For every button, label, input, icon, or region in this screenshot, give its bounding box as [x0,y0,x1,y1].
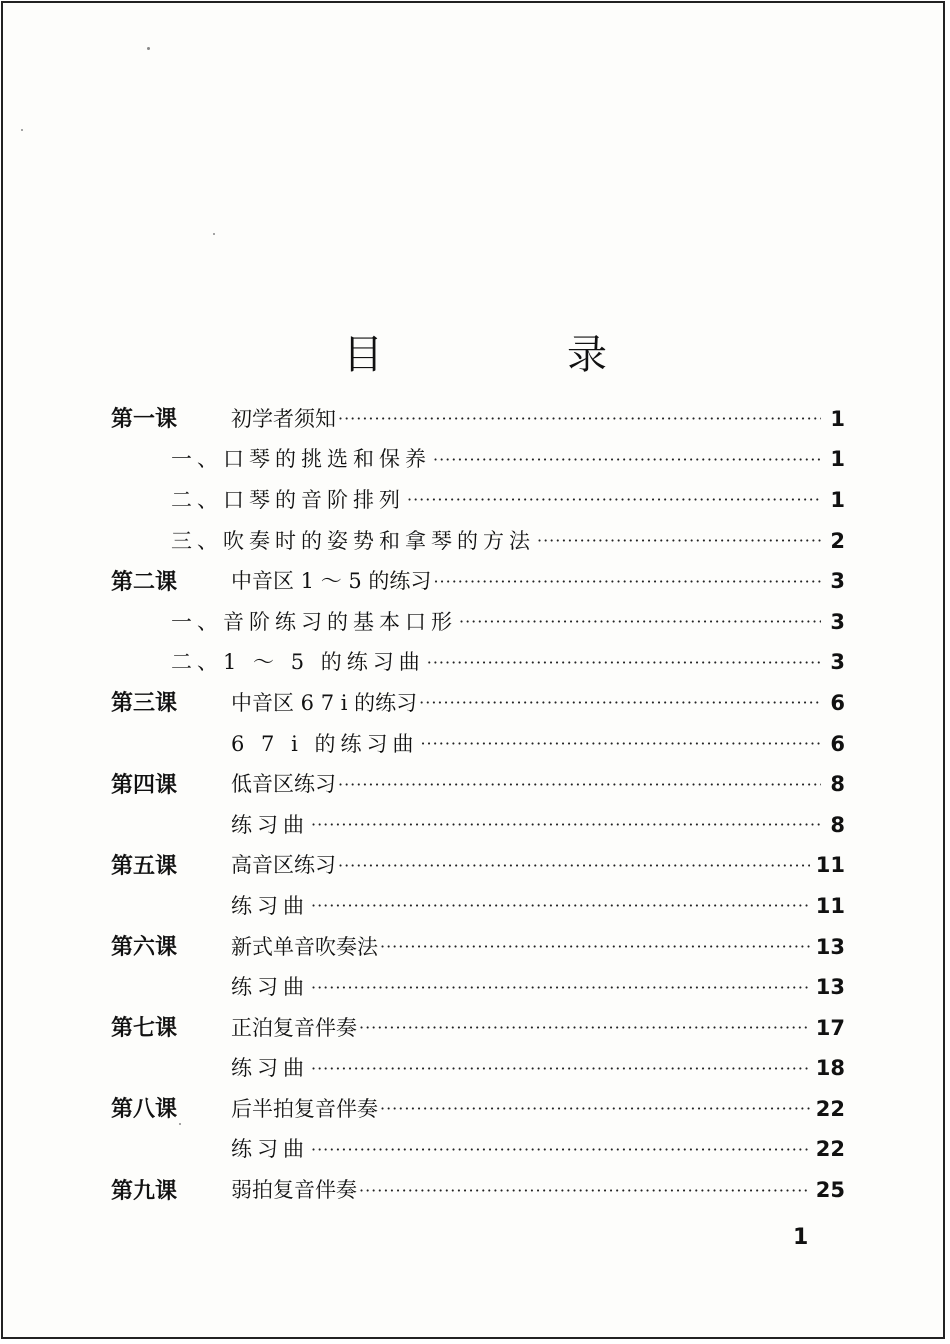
entry-page-number: 3 [830,650,845,675]
paper-speck [21,129,23,131]
toc-entry[interactable] [111,967,845,1008]
entry-page-number: 8 [830,812,845,837]
entry-title: 弱拍复音伴奏 [231,1178,357,1203]
toc-entry[interactable] [111,1089,845,1130]
toc-entry[interactable] [111,1049,845,1090]
dot-leader [311,1061,810,1077]
entry-title: 新式单音吹奏法 [231,934,378,959]
toc-entry[interactable] [111,1130,845,1171]
table-of-contents [111,399,845,1211]
lesson-number: 第七课 [111,1015,178,1042]
entry-page-number: 11 [815,853,845,878]
dot-leader [433,452,821,468]
paper-speck [147,47,150,50]
toc-entry[interactable] [111,521,845,562]
toc-entry[interactable] [111,805,845,846]
entry-title: 二、口琴的音阶排列 [171,487,405,512]
dot-leader [311,1142,810,1158]
entry-page-number: 1 [830,406,845,431]
entry-page-number: 22 [815,1137,845,1162]
entry-title: 高音区练习 [231,853,336,878]
entry-page-number: 3 [830,569,845,594]
toc-entry[interactable] [111,724,845,765]
lesson-number: 第九课 [111,1177,178,1204]
entry-title: 练习曲 [231,975,309,1000]
paper-speck [213,233,215,235]
toc-entry[interactable] [111,440,845,481]
dot-leader [311,980,810,996]
entry-title: 初学者须知 [231,406,336,431]
toc-entry[interactable] [111,480,845,521]
entry-title: 低音区练习 [231,772,336,797]
toc-entry[interactable] [111,399,845,440]
dot-leader [537,533,821,549]
dot-leader [433,574,821,590]
entry-title: 正泊复音伴奏 [231,1015,357,1040]
toc-entry[interactable] [111,643,845,684]
entry-title: 练习曲 [231,1056,309,1081]
dot-leader [380,939,810,955]
page [1,1,945,1339]
entry-page-number: 13 [815,975,845,1000]
lesson-number: 第一课 [111,406,178,433]
lesson-number: 第六课 [111,934,178,961]
entry-page-number: 13 [815,934,845,959]
lesson-number: 第八课 [111,1096,178,1123]
dot-leader [311,898,810,914]
entry-title: 中音区 1 ～ 5 的练习 [231,569,432,594]
toc-entry[interactable] [111,846,845,887]
toc-title: 目 录 [343,332,679,378]
entry-page-number: 1 [830,447,845,472]
entry-title: 练习曲 [231,893,309,918]
dot-leader [338,411,821,427]
toc-entry[interactable] [111,683,845,724]
dot-leader [380,1101,810,1117]
dot-leader [420,736,821,752]
dot-leader [311,817,821,833]
entry-page-number: 22 [815,1096,845,1121]
entry-page-number: 2 [830,528,845,553]
lesson-number: 第二课 [111,568,178,595]
dot-leader [407,492,821,508]
entry-page-number: 17 [815,1015,845,1040]
entry-page-number: 6 [830,731,845,756]
toc-entry[interactable] [111,764,845,805]
entry-page-number: 25 [815,1178,845,1203]
entry-page-number: 1 [830,487,845,512]
toc-entry[interactable] [111,1170,845,1211]
toc-entry[interactable] [111,561,845,602]
entry-title: 6 7 i 的练习曲 [231,731,419,756]
entry-page-number: 3 [830,609,845,634]
entry-title: 中音区 6 7 i 的练习 [231,690,418,715]
dot-leader [338,858,810,874]
dot-leader [359,1183,810,1199]
entry-page-number: 18 [815,1056,845,1081]
dot-leader [359,1020,810,1036]
lesson-number: 第三课 [111,690,178,717]
entry-title: 练习曲 [231,1137,309,1162]
entry-page-number: 8 [830,772,845,797]
page-number: 1 [793,1225,809,1250]
lesson-number: 第五课 [111,852,178,879]
entry-page-number: 11 [815,893,845,918]
entry-page-number: 6 [830,690,845,715]
dot-leader [338,777,821,793]
entry-title: 一、音阶练习的基本口形 [171,609,457,634]
entry-title: 三、吹奏时的姿势和拿琴的方法 [171,528,535,553]
entry-title: 二、1 ～ 5 的练习曲 [171,650,425,675]
toc-entry[interactable] [111,1008,845,1049]
dot-leader [419,695,821,711]
toc-entry[interactable] [111,927,845,968]
toc-entry[interactable] [111,602,845,643]
dot-leader [459,614,821,630]
dot-leader [427,655,821,671]
lesson-number: 第四课 [111,771,178,798]
entry-title: 一、口琴的挑选和保养 [171,447,431,472]
entry-title: 后半拍复音伴奏 [231,1096,378,1121]
toc-entry[interactable] [111,886,845,927]
entry-title: 练习曲 [231,812,309,837]
